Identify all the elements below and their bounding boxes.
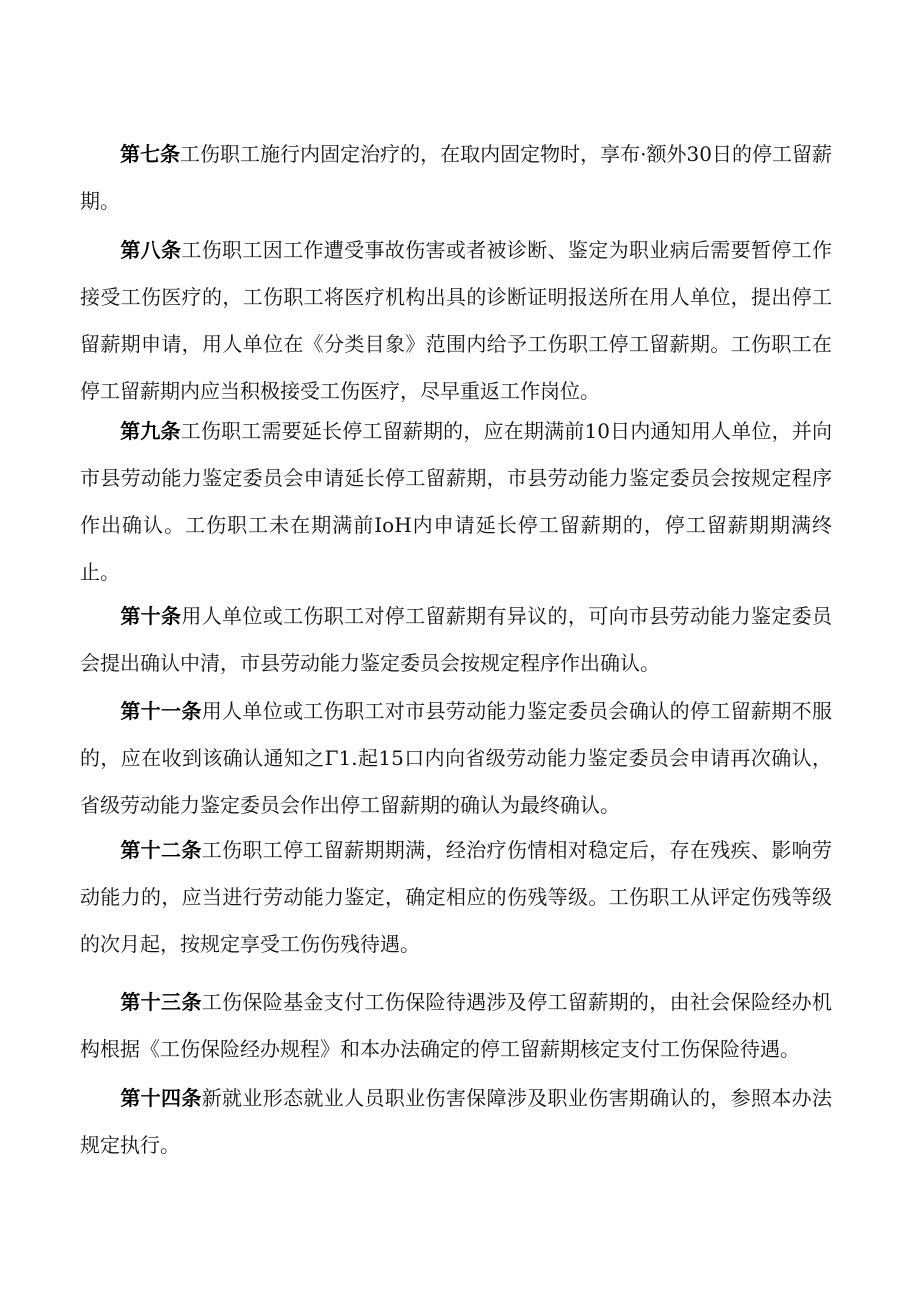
article-text: 用人单位或工伤职工对停工留薪期有异议的，可向市县劳动能力鉴定委员会提出确认中清，市县劳动能力鉴定委员会按规定程序作出确认。 (80, 604, 833, 675)
article-11 (80, 688, 832, 829)
article-number: 第九条 (120, 419, 181, 443)
article-number: 第七条 (120, 142, 181, 166)
article-9 (80, 408, 832, 596)
article-7 (80, 131, 832, 225)
article-text: 工伤保险基金支付工伤保险待遇涉及停工留薪期的，由社会保险经办机构根据《工伤保险经办规程》和本办法确定的停工留薪期核定支付工伤保险待遇。 (80, 990, 833, 1061)
article-number: 第十条 (120, 604, 182, 628)
article-number: 第十一条 (120, 699, 202, 723)
article-text: 新就业形态就业人员职业伤害保障涉及职业伤害期确认的，参照本办法规定执行。 (80, 1086, 833, 1157)
article-number: 第十三条 (120, 990, 202, 1014)
article-8 (80, 227, 832, 415)
article-text: 工伤职工需要延长停工留薪期的，应在期满前10日内通知用人单位，并向市县劳动能力鉴定委员会申请延长停工留薪期，市县劳动能力鉴定委员会按规定程序作出确认。工伤职工未在期满前IoH内申请延长停工留薪期的，停工留薪期期满终止。 (80, 419, 832, 584)
article-12 (80, 827, 832, 968)
article-10 (80, 593, 832, 687)
article-13 (80, 979, 832, 1073)
article-number: 第十二条 (120, 838, 202, 862)
article-14 (80, 1075, 832, 1169)
article-number: 第八条 (120, 238, 182, 262)
article-text: 工伤职工施行内固定治疗的，在取内固定物时，享布·额外30日的停工留薪期。 (80, 142, 833, 213)
article-number: 第十四条 (120, 1086, 202, 1110)
article-text: 工伤职工因工作遭受事故伤害或者被诊断、鉴定为职业病后需要暂停工作接受工伤医疗的，工伤职工将医疗机构出具的诊断证明报送所在用人单位，提出停工留薪期申请，用人单位在《分类目象》范围内给予工伤职工停工留薪期。工伤职工在停工留薪期内应当积极接受工伤医疗，尽早重返工作岗位。 (80, 238, 833, 403)
article-text: 工伤职工停工留薪期期满，经治疗伤情相对稳定后，存在残疾、影响劳动能力的，应当进行劳动能力鉴定，确定相应的伤残等级。工伤职工从评定伤残等级的次月起，按规定享受工伤伤残待遇。 (80, 838, 833, 956)
article-text: 用人单位或工伤职工对市县劳动能力鉴定委员会确认的停工留薪期不服的，应在收到该确认通知之Γ1.起15口内向省级劳动能力鉴定委员会申请再次确认，省级劳动能力鉴定委员会作出停工留薪期的确认为最终确认。 (80, 699, 833, 817)
